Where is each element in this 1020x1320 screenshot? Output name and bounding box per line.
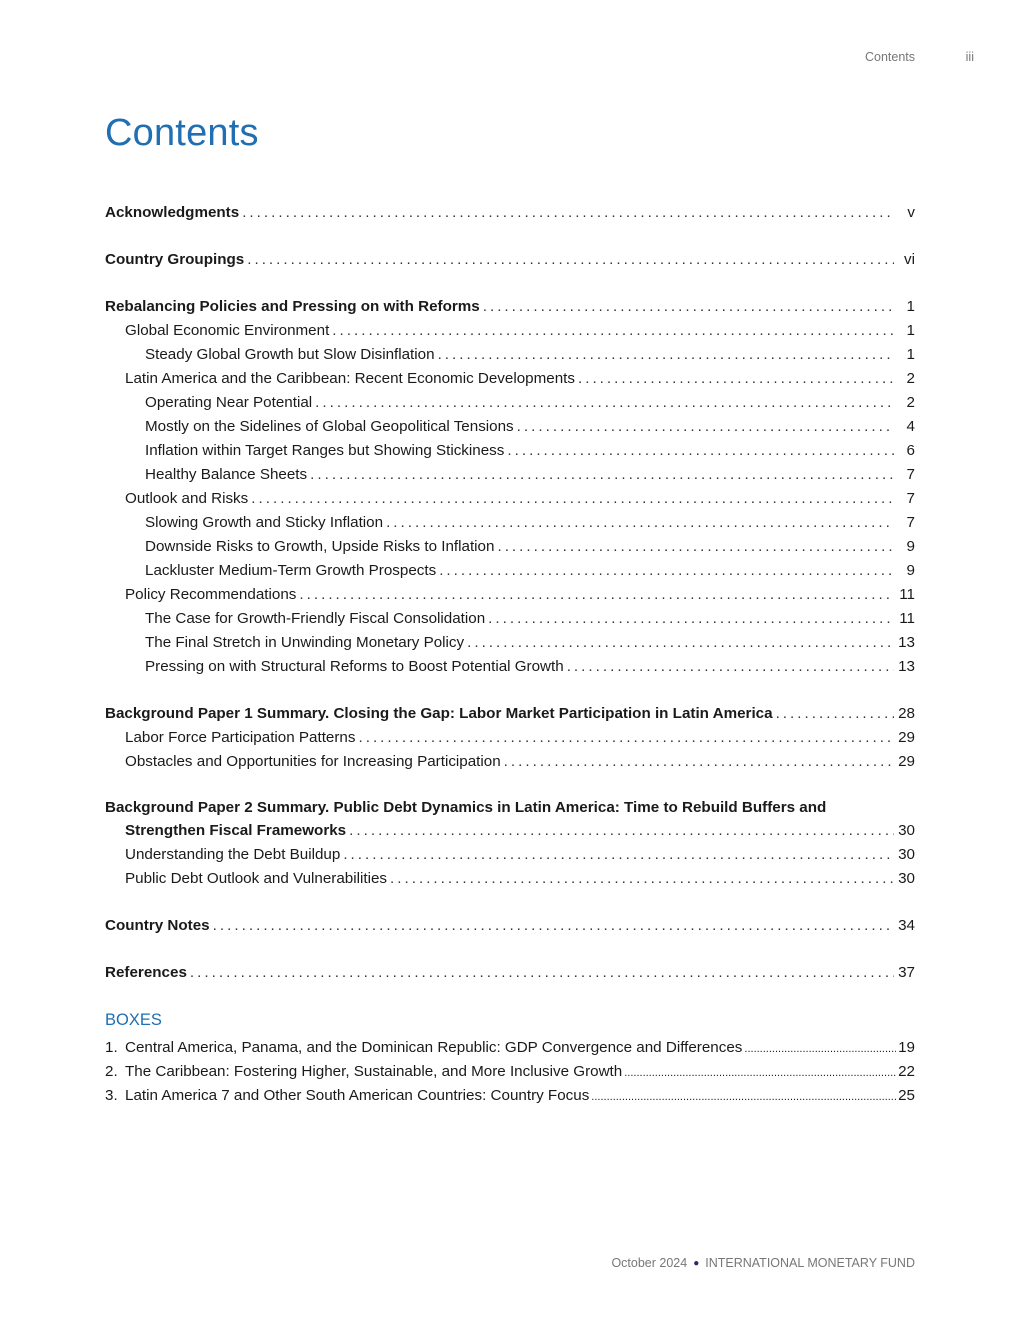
dot-leader: [744, 1036, 896, 1061]
toc-entry-page: 29: [898, 753, 915, 770]
dot-leader: [332, 319, 894, 343]
toc-entry[interactable]: [105, 843, 915, 867]
toc-entry[interactable]: [105, 201, 915, 225]
toc-entry-label: Background Paper 2 Summary. Public Debt Dynamics in Latin America: Time to Rebuild Buffers and: [105, 799, 827, 816]
toc-entry-page: vi: [904, 251, 915, 268]
toc-entry-page: 6: [906, 442, 915, 459]
toc-entry-page: 28: [898, 705, 915, 722]
box-entry-page: 25: [898, 1087, 915, 1104]
box-entry-label: The Caribbean: Fostering Higher, Sustainable, and More Inclusive Growth: [125, 1063, 623, 1080]
toc-group: [105, 914, 915, 938]
dot-leader: [349, 819, 894, 843]
toc-entry[interactable]: [105, 631, 915, 655]
toc-groups: [105, 201, 915, 985]
toc-entry-label: Global Economic Environment: [125, 322, 330, 339]
dot-leader: [439, 559, 894, 583]
toc-entry-page: 13: [898, 658, 915, 675]
toc-entry[interactable]: [105, 961, 915, 985]
toc-entry-page: 30: [898, 870, 915, 887]
box-entry-number: 2.: [105, 1063, 118, 1080]
toc-entry[interactable]: [105, 343, 915, 367]
dot-leader: [483, 295, 894, 319]
toc-entry-label: Lackluster Medium-Term Growth Prospects: [145, 562, 437, 579]
toc-entry[interactable]: [105, 797, 915, 843]
toc-entry-label: The Final Stretch in Unwinding Monetary Policy: [145, 634, 465, 651]
toc-group: [105, 702, 915, 774]
dot-leader: [591, 1084, 896, 1109]
toc-entry-page: 7: [906, 490, 915, 507]
toc-entry-label: Obstacles and Opportunities for Increasing Participation: [125, 753, 501, 770]
boxes-heading: BOXES: [105, 1011, 162, 1029]
dot-leader: [299, 583, 894, 607]
footer-org: INTERNATIONAL MONETARY FUND: [705, 1256, 915, 1270]
toc-entry-label: Labor Force Participation Patterns: [125, 729, 356, 746]
dot-leader: [190, 961, 894, 985]
toc-entry[interactable]: [105, 463, 915, 487]
toc-entry[interactable]: [105, 914, 915, 938]
table-of-contents: [105, 201, 915, 1108]
toc-entry-page: 1: [906, 298, 915, 315]
toc-entry-page: 7: [906, 514, 915, 531]
toc-entry[interactable]: [105, 559, 915, 583]
dot-leader: [358, 726, 894, 750]
toc-entry-label: Country Groupings: [105, 251, 245, 268]
box-entry[interactable]: [105, 1060, 915, 1084]
toc-entry[interactable]: [105, 391, 915, 415]
box-entry[interactable]: [105, 1036, 915, 1060]
toc-entry-page: 11: [899, 586, 915, 603]
toc-entry-label: Pressing on with Structural Reforms to Boost Potential Growth: [145, 658, 564, 675]
toc-entry-page: 34: [898, 917, 915, 934]
toc-entry-label: Operating Near Potential: [145, 394, 313, 411]
toc-entry-page: 1: [906, 346, 915, 363]
toc-entry-label: Steady Global Growth but Slow Disinflation: [145, 346, 435, 363]
toc-entry-label: Downside Risks to Growth, Upside Risks to Inflation: [145, 538, 495, 555]
box-entry-label: Central America, Panama, and the Dominican Republic: GDP Convergence and Differences: [125, 1039, 743, 1056]
running-head-page-number: iii: [965, 50, 974, 64]
dot-leader: [488, 607, 894, 631]
dot-leader: [438, 343, 894, 367]
box-entry-number: 3.: [105, 1087, 118, 1104]
toc-entry-label: Healthy Balance Sheets: [145, 466, 308, 483]
dot-leader: [251, 487, 894, 511]
toc-entry-label: Background Paper 1 Summary. Closing the Gap: Labor Market Participation in Latin America: [105, 705, 773, 722]
toc-group: [105, 248, 915, 272]
toc-entry[interactable]: [105, 867, 915, 891]
page-footer: [611, 1256, 915, 1270]
toc-entry[interactable]: [105, 726, 915, 750]
toc-entry[interactable]: [105, 487, 915, 511]
toc-entry-label: The Case for Growth-Friendly Fiscal Consolidation: [145, 610, 486, 627]
toc-group: [105, 797, 915, 891]
dot-leader: [507, 439, 894, 463]
dot-leader: [343, 843, 894, 867]
toc-entry[interactable]: [105, 367, 915, 391]
box-entry[interactable]: [105, 1084, 915, 1108]
dot-leader: [386, 511, 894, 535]
toc-entry-label: Mostly on the Sidelines of Global Geopolitical Tensions: [145, 418, 514, 435]
toc-entry-page: 37: [898, 964, 915, 981]
toc-entry[interactable]: [105, 583, 915, 607]
running-head: [0, 50, 1020, 66]
dot-leader: [578, 367, 894, 391]
toc-entry[interactable]: [105, 750, 915, 774]
toc-entry-label-continuation: Strengthen Fiscal Frameworks: [125, 822, 347, 839]
toc-group: [105, 961, 915, 985]
dot-leader: [247, 248, 894, 272]
boxes-section: [105, 1008, 915, 1108]
footer-date: October 2024: [611, 1256, 688, 1270]
toc-entry-page: 9: [906, 562, 915, 579]
dot-leader: [310, 463, 894, 487]
dot-leader: [497, 535, 894, 559]
toc-entry-label: Rebalancing Policies and Pressing on with Reforms: [105, 298, 480, 315]
dot-leader: [517, 415, 894, 439]
page-title: Contents: [105, 112, 259, 154]
toc-entry[interactable]: [105, 319, 915, 343]
toc-entry-page: 2: [906, 394, 915, 411]
toc-entry[interactable]: [105, 295, 915, 319]
toc-entry-page: v: [907, 204, 915, 221]
dot-leader: [776, 702, 894, 726]
toc-entry[interactable]: [105, 535, 915, 559]
dot-leader: [624, 1060, 896, 1085]
toc-entry-label: Slowing Growth and Sticky Inflation: [145, 514, 384, 531]
dot-leader: [242, 201, 894, 225]
toc-entry-label: Public Debt Outlook and Vulnerabilities: [125, 870, 387, 887]
toc-entry-page: 7: [906, 466, 915, 483]
toc-entry-page: 29: [898, 729, 915, 746]
toc-entry-page: 30: [898, 846, 915, 863]
toc-entry-label: Outlook and Risks: [125, 490, 249, 507]
boxes-list: [105, 1036, 915, 1108]
toc-entry-continuation-line: [105, 819, 915, 843]
dot-leader: [390, 867, 894, 891]
toc-entry-label: Acknowledgments: [105, 204, 240, 221]
box-entry-number: 1.: [105, 1039, 118, 1056]
toc-entry-label: Understanding the Debt Buildup: [125, 846, 341, 863]
dot-leader: [567, 655, 894, 679]
dot-leader: [467, 631, 894, 655]
toc-entry-page: 13: [898, 634, 915, 651]
box-entry-label: Latin America 7 and Other South American Countries: Country Focus: [125, 1087, 590, 1104]
toc-entry-page: 2: [906, 370, 915, 387]
toc-entry[interactable]: [105, 607, 915, 631]
toc-entry-label: Country Notes: [105, 917, 210, 934]
toc-group: [105, 295, 915, 679]
toc-entry-page: 30: [898, 822, 915, 839]
toc-entry-page: 11: [899, 610, 915, 627]
toc-entry[interactable]: [105, 248, 915, 272]
box-entry-page: 22: [898, 1063, 915, 1080]
toc-entry[interactable]: [105, 511, 915, 535]
toc-entry-label: Policy Recommendations: [125, 586, 297, 603]
box-entry-page: 19: [898, 1039, 915, 1056]
toc-entry-label: References: [105, 964, 187, 981]
toc-entry-page: 9: [906, 538, 915, 555]
footer-bullet-icon: ●: [693, 1258, 700, 1269]
toc-entry-page: 1: [906, 322, 915, 339]
toc-entry[interactable]: [105, 415, 915, 439]
toc-entry[interactable]: [105, 655, 915, 679]
toc-entry[interactable]: [105, 439, 915, 463]
toc-entry-page: 4: [906, 418, 915, 435]
toc-group: [105, 201, 915, 225]
toc-entry-label: Inflation within Target Ranges but Showing Stickiness: [145, 442, 505, 459]
dot-leader: [504, 750, 894, 774]
toc-entry-label: Latin America and the Caribbean: Recent Economic Developments: [125, 370, 575, 387]
running-head-title: Contents: [864, 50, 915, 64]
toc-entry[interactable]: [105, 702, 915, 726]
dot-leader: [315, 391, 894, 415]
dot-leader: [213, 914, 894, 938]
